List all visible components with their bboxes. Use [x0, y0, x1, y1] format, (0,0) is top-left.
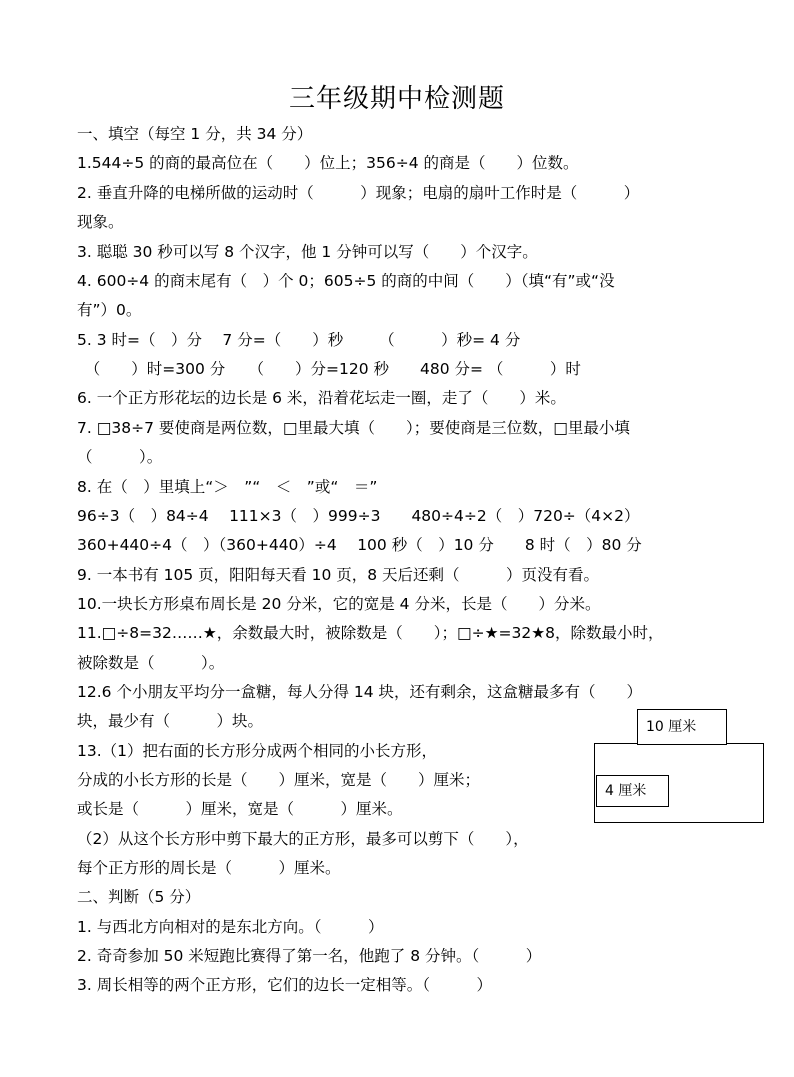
text-line: 4. 600÷4 的商末尾有（ ）个 0；605÷5 的商的中间（ ）（填“有”或“没: [77, 272, 615, 290]
text-line: 9. 一本书有 105 页，阳阳每天看 10 页，8 天后还剩（ ）页没有看。: [77, 566, 600, 584]
text-line: 3. 聪聪 30 秒可以写 8 个汉字，他 1 分钟可以写（ ）个汉字。: [77, 243, 538, 261]
text-line: 13.（1）把右面的长方形分成两个相同的小长方形，: [77, 742, 438, 760]
text-line: 10.一块长方形桌布周长是 20 分米，它的宽是 4 分米，长是（ ）分米。: [77, 595, 601, 613]
text-line: 12.6 个小朋友平均分一盒糖，每人分得 14 块，还有剩余，这盒糖最多有（ ）: [77, 683, 643, 701]
text-line: 96÷3（ ）84÷4 111×3（ ）999÷3 480÷4÷2（ ）720÷（4×2）: [77, 507, 640, 525]
text-line: 8. 在（ ）里填上“＞ ”“ ＜ ”或“ ＝”: [77, 478, 378, 496]
rectangle-length-label: 10 厘米: [637, 709, 727, 745]
text-line: 2. 奇奇参加 50 米短跑比赛得了第一名，他跑了 8 分钟。（ ）: [77, 947, 542, 965]
text-line: 分成的小长方形的长是（ ）厘米，宽是（ ）厘米；: [77, 771, 481, 789]
text-line: （2）从这个长方形中剪下最大的正方形，最多可以剪下（ ），: [77, 830, 529, 848]
text-line: 1. 与西北方向相对的是东北方向。（ ）: [77, 918, 384, 936]
text-line: 5. 3 时=（ ）分 7 分=（ ）秒 （ ）秒= 4 分: [77, 331, 521, 349]
text-line: 被除数是（ ）。: [77, 654, 225, 672]
text-line: 块，最少有（ ）块。: [77, 712, 264, 730]
text-line: 1.544÷5 的商的最高位在（ ）位上；356÷4 的商是（ ）位数。: [77, 154, 579, 172]
text-line: 每个正方形的周长是（ ）厘米。: [77, 859, 341, 877]
rectangle-width-label: 4 厘米: [596, 775, 669, 807]
text-line: 2. 垂直升降的电梯所做的运动时（ ）现象；电扇的扇叶工作时是（ ）: [77, 184, 640, 202]
text-line: 有”）0。: [77, 301, 142, 319]
text-line: 6. 一个正方形花坛的边长是 6 米，沿着花坛走一圈，走了（ ）米。: [77, 389, 566, 407]
text-line: 一、填空（每空 1 分，共 34 分）: [77, 125, 313, 143]
text-line: 360+440÷4（ ）（360+440）÷4 100 秒（ ）10 分 8 时（ ）80 分: [77, 536, 642, 554]
text-line: 7. □38÷7 要使商是两位数，□里最大填（ ）；要使商是三位数，□里最小填: [77, 419, 630, 437]
text-line: 二、判断（5 分）: [77, 888, 201, 906]
text-line: 11.□÷8=32……★，余数最大时，被除数是（ ）；□÷★=32★8，除数最小时，: [77, 624, 664, 642]
text-line: （ ）时=300 分 （ ）分=120 秒 480 分= （ ）时: [77, 360, 581, 378]
text-line: （ ）。: [77, 448, 163, 466]
text-line: 现象。: [77, 213, 124, 231]
page-title: 三年级期中检测题: [288, 84, 505, 114]
text-line: 或长是（ ）厘米，宽是（ ）厘米。: [77, 800, 403, 818]
text-line: 3. 周长相等的两个正方形，它们的边长一定相等。（ ）: [77, 976, 492, 994]
